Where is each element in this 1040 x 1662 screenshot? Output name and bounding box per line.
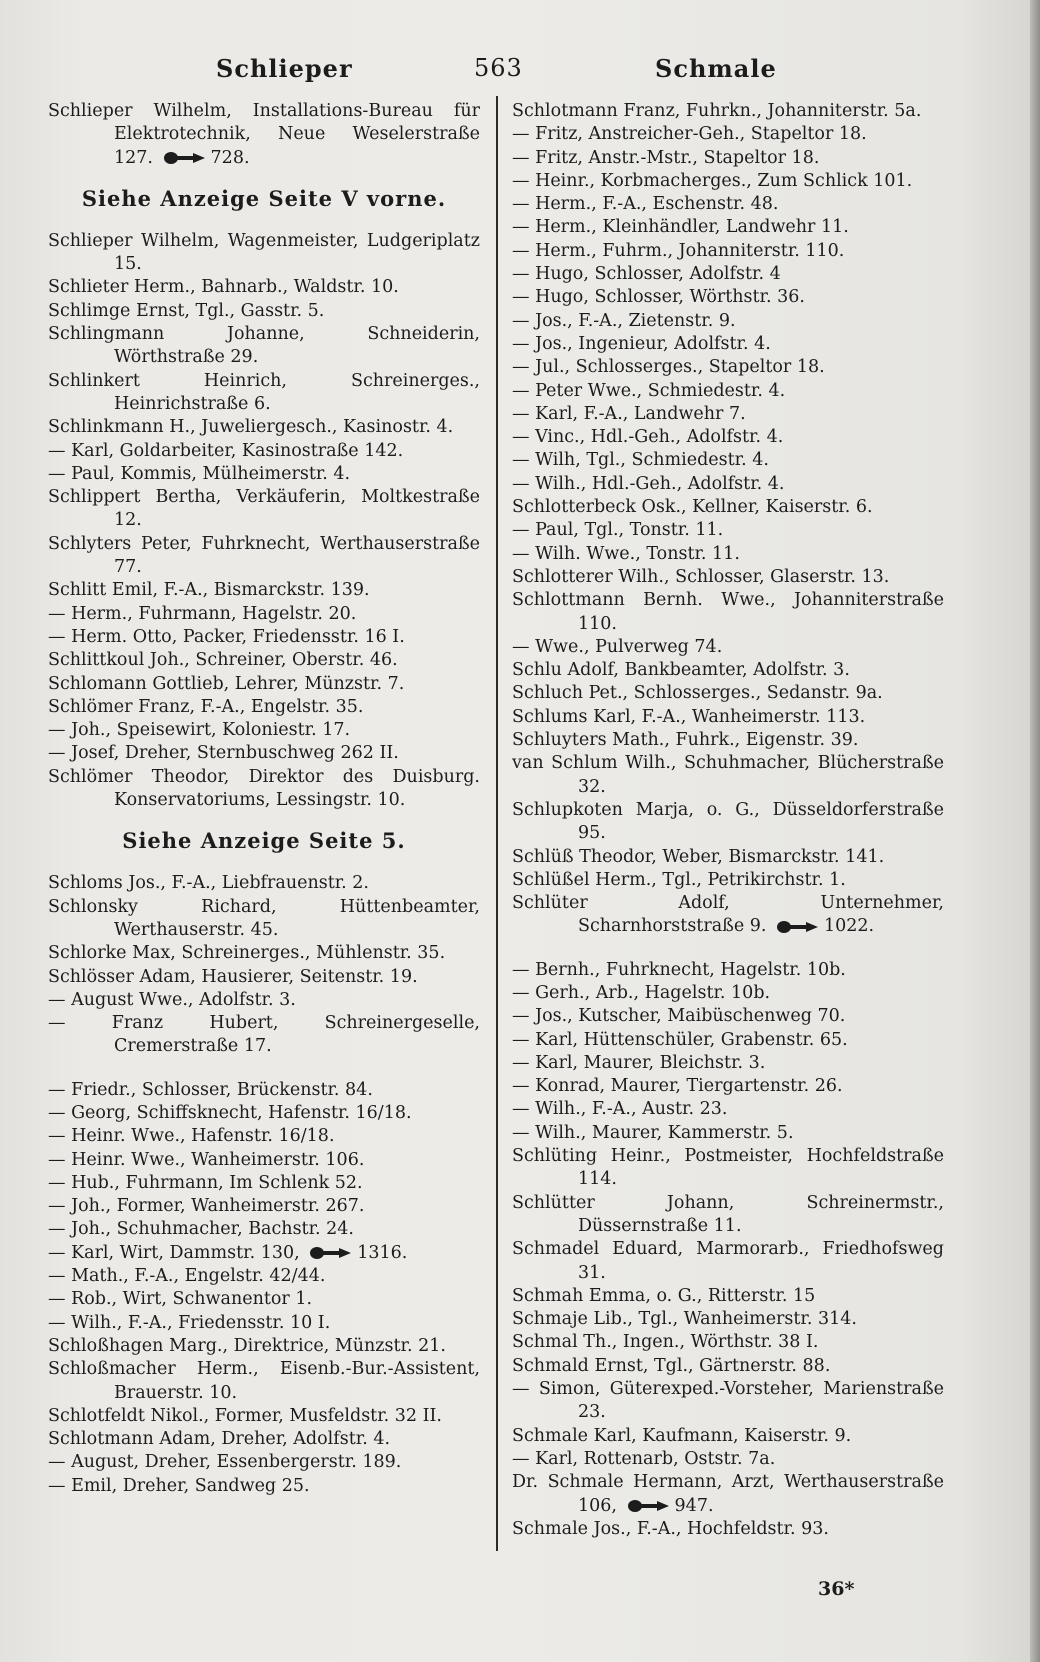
directory-entry [48, 1475, 480, 1498]
directory-entry [512, 589, 944, 636]
entry-text: — Fritz, Anstr.-Mstr., Stapeltor 18. [512, 147, 820, 168]
directory-entry [512, 193, 944, 216]
entry-text: — Joh., Schuhmacher, Bachstr. 24. [48, 1219, 354, 1240]
directory-entry [512, 799, 944, 846]
entry-text: — Heinr. Wwe., Hafenstr. 16/18. [48, 1126, 335, 1147]
directory-entry [512, 519, 944, 542]
directory-entry [48, 100, 480, 170]
entry-text: Schlotmann Franz, Fuhrkn., Johanniterstr. 5a. [512, 101, 922, 121]
directory-entry [512, 959, 944, 982]
entry-text: — Karl, Hüttenschüler, Grabenstr. 65. [512, 1029, 848, 1050]
entry-text: — Paul, Kommis, Mülheimerstr. 4. [48, 463, 351, 484]
entry-text: Schmale Jos., F.-A., Hochfeldstr. 93. [512, 1518, 829, 1539]
entry-text: — Vinc., Hdl.-Geh., Adolfstr. 4. [512, 427, 784, 448]
entry-text: Schlotterer Wilh., Schlosser, Glaserstr. 13. [512, 566, 890, 587]
entry-text: Schlüting Heinr., Postmeister, Hochfeldstraße 114. [512, 1146, 944, 1190]
directory-entry [512, 1098, 944, 1121]
entry-text: Schmale Karl, Kaufmann, Kaiserstr. 9. [512, 1425, 852, 1446]
directory-entry [48, 1312, 480, 1335]
header-left-keyword: Schlieper [216, 54, 353, 83]
entry-text: — Wilh., Maurer, Kammerstr. 5. [512, 1122, 794, 1143]
entry-text: Schlütter Johann, Schreinermstr., Düssernstraße 11. [512, 1192, 944, 1236]
telephone-icon [309, 1246, 353, 1260]
entry-text: — Paul, Tgl., Tonstr. 11. [512, 520, 724, 541]
directory-entry [48, 1195, 480, 1218]
directory-entry [512, 1285, 944, 1308]
entry-text: — Emil, Dreher, Sandweg 25. [48, 1475, 310, 1496]
entry-text: Schloßmacher Herm., Eisenb.-Bur.-Assistent, Brauerstr. 10. [48, 1359, 480, 1403]
directory-entry [512, 752, 944, 799]
entry-text: — Wilh, Tgl., Schmiedestr. 4. [512, 450, 769, 471]
directory-entry [512, 543, 944, 566]
directory-entry [48, 1405, 480, 1428]
entry-text: Schlotmann Adam, Dreher, Adolfstr. 4. [48, 1429, 391, 1450]
directory-entry [48, 1428, 480, 1451]
directory-entry [48, 1358, 480, 1405]
entry-text: Schlüß Theodor, Weber, Bismarckstr. 141. [512, 846, 885, 867]
entry-text: — Hugo, Schlosser, Adolfstr. 4 [512, 264, 781, 285]
directory-entry [48, 696, 480, 719]
entry-text: Schlomann Gottlieb, Lehrer, Münzstr. 7. [48, 673, 405, 694]
phone-number: 1316. [357, 1242, 408, 1263]
entry-text: — Simon, Güterexped.-Vorsteher, Marienstraße 23. [512, 1379, 944, 1423]
entry-text: Schlömer Theodor, Direktor des Duisburg. Konservatoriums, Lessingstr. 10. [48, 766, 480, 811]
directory-entry [512, 310, 944, 333]
directory-entry [512, 706, 944, 729]
directory-entry [512, 380, 944, 403]
entry-text: Schloßhagen Marg., Direktrice, Münzstr. 21. [48, 1335, 446, 1356]
directory-entry [512, 1075, 944, 1098]
signature-mark: 36* [818, 1578, 855, 1600]
directory-entry [512, 240, 944, 263]
directory-entry [512, 659, 944, 682]
directory-entry [512, 100, 944, 123]
entry-text: — Karl, Rottenarb, Oststr. 7a. [512, 1448, 776, 1469]
directory-entry [512, 982, 944, 1005]
directory-entry [512, 1355, 944, 1378]
entry-text: Schlömer Franz, F.-A., Engelstr. 35. [48, 696, 364, 717]
entry-text: Schlinkmann H., Juweliergesch., Kasinostr. 4. [48, 417, 454, 438]
advertisement-reference [48, 184, 480, 214]
directory-entry [512, 869, 944, 892]
entry-text: Schlüßel Herm., Tgl., Petrikirchstr. 1. [512, 869, 846, 890]
entry-text: Schlieper Wilhelm, Installations-Bureau für Elektrotechnik, Neue Weselerstraße 127. [48, 101, 480, 168]
directory-entry [48, 1149, 480, 1172]
directory-entry [512, 286, 944, 309]
directory-entry [48, 742, 480, 765]
entry-text: — Hub., Fuhrmann, Im Schlenk 52. [48, 1172, 363, 1193]
directory-entry [512, 426, 944, 449]
entry-text: — Herm. Otto, Packer, Friedensstr. 16 I. [48, 626, 405, 647]
directory-entry [512, 566, 944, 589]
directory-entry [512, 1448, 944, 1471]
entry-text: — Karl, Wirt, Dammstr. 130, [48, 1242, 300, 1263]
entry-text: — Jul., Schlosserges., Stapeltor 18. [512, 357, 825, 378]
entry-text: Schlorke Max, Schreinerges., Mühlenstr. 35. [48, 943, 446, 964]
phone-number: 947. [674, 1495, 714, 1516]
directory-entry [48, 1218, 480, 1241]
entry-text: Schluch Pet., Schlosserges., Sedanstr. 9a. [512, 683, 883, 704]
entry-text: Schlinkert Heinrich, Schreinerges., Heinrichstraße 6. [48, 370, 480, 414]
directory-entry [512, 356, 944, 379]
entry-text: — Jos., Ingenieur, Adolfstr. 4. [512, 333, 771, 354]
entry-text: Schlingmann Johanne, Schneiderin, Wörthstraße 29. [48, 324, 480, 368]
entry-text: Schlieper Wilhelm, Wagenmeister, Ludgeriplatz 15. [48, 230, 480, 275]
directory-entry [48, 719, 480, 742]
entry-text: Schloms Jos., F.-A., Liebfrauenstr. 2. [48, 873, 369, 894]
entry-text: — August, Dreher, Essenbergerstr. 189. [48, 1452, 402, 1473]
entry-text: Schmaje Lib., Tgl., Wanheimerstr. 314. [512, 1309, 857, 1330]
directory-entry [48, 533, 480, 580]
entry-text: — Herm., Kleinhändler, Landwehr 11. [512, 217, 849, 238]
directory-entry [512, 682, 944, 705]
directory-entry [48, 1451, 480, 1474]
directory-entry [48, 416, 480, 439]
directory-entry [512, 846, 944, 869]
directory-entry [512, 1005, 944, 1028]
directory-entry [512, 1331, 944, 1354]
directory-entry [512, 892, 944, 939]
entry-text: Schlu Adolf, Bankbeamter, Adolfstr. 3. [512, 660, 850, 681]
entry-text: Schlotterbeck Osk., Kellner, Kaiserstr. 6. [512, 497, 873, 518]
directory-entry [48, 486, 480, 533]
directory-entry [48, 440, 480, 463]
entry-text: — Herm., Fuhrmann, Hagelstr. 20. [48, 603, 357, 624]
entry-text: — Georg, Schiffsknecht, Hafenstr. 16/18. [48, 1102, 412, 1123]
entry-text: Schmald Ernst, Tgl., Gärtnerstr. 88. [512, 1355, 831, 1376]
directory-entry [48, 323, 480, 370]
directory-entry [512, 170, 944, 193]
directory-entry [48, 942, 480, 965]
entry-text: — Konrad, Maurer, Tiergartenstr. 26. [512, 1076, 843, 1097]
directory-entry [512, 1029, 944, 1052]
phone-number: 1022. [824, 916, 875, 937]
directory-entry [48, 1335, 480, 1358]
entry-text: Siehe Anzeige Seite V vorne. [81, 185, 447, 211]
entry-text: Schmadel Eduard, Marmorarb., Friedhofsweg 31. [512, 1239, 944, 1283]
telephone-icon [163, 151, 207, 165]
entry-text: Schlonsky Richard, Hüttenbeamter, Werthauserstr. 45. [48, 896, 480, 940]
directory-entry [48, 649, 480, 672]
entry-text: Schlitt Emil, F.-A., Bismarckstr. 139. [48, 580, 370, 601]
directory-entry [512, 1145, 944, 1192]
entry-text: Schlüter Adolf, Unternehmer, Scharnhorststraße 9. [512, 893, 944, 937]
entry-text: — Karl, Maurer, Bleichstr. 3. [512, 1052, 766, 1073]
directory-entry [512, 1122, 944, 1145]
telephone-icon [776, 920, 820, 934]
entry-text: — Heinr., Korbmacherges., Zum Schlick 101. [512, 170, 913, 191]
directory-entry [512, 1518, 944, 1541]
directory-entry [48, 370, 480, 417]
entry-text: Schlittkoul Joh., Schreiner, Oberstr. 46. [48, 650, 398, 671]
entry-text: Schlupkoten Marja, o. G., Düsseldorferstraße 95. [512, 799, 944, 844]
entry-text: — Hugo, Schlosser, Wörthstr. 36. [512, 287, 805, 308]
entry-text: — Gerh., Arb., Hagelstr. 10b. [512, 982, 771, 1003]
entry-text: Schlieter Herm., Bahnarb., Waldstr. 10. [48, 277, 399, 298]
entry-text: — Rob., Wirt, Schwanentor 1. [48, 1289, 313, 1310]
directory-entry [512, 1052, 944, 1075]
entry-text: Dr. Schmale Hermann, Arzt, Werthauserstraße 106, [512, 1472, 944, 1516]
entry-text: — Bernh., Fuhrknecht, Hagelstr. 10b. [512, 959, 846, 980]
entry-text: — Friedr., Schlosser, Brückenstr. 84. [48, 1079, 373, 1100]
entry-text: — Joh., Former, Wanheimerstr. 267. [48, 1196, 365, 1217]
directory-entry [48, 989, 480, 1012]
entry-text: — Math., F.-A., Engelstr. 42/44. [48, 1266, 326, 1287]
directory-entry [48, 1288, 480, 1311]
directory-entry [512, 449, 944, 472]
right-column [512, 100, 944, 1541]
entry-text: — Karl, Goldarbeiter, Kasinostraße 142. [48, 440, 404, 461]
entry-text: — Wilh., F.-A., Austr. 23. [512, 1099, 728, 1120]
directory-entry [48, 966, 480, 989]
directory-entry [48, 766, 480, 813]
column-divider [496, 96, 498, 1551]
directory-entry [512, 1378, 944, 1425]
entry-text: — Heinr. Wwe., Wanheimerstr. 106. [48, 1149, 365, 1170]
entry-text: — Jos., Kutscher, Maibüschenweg 70. [512, 1006, 846, 1027]
directory-entry [48, 1172, 480, 1195]
directory-entry [512, 1238, 944, 1285]
directory-entry [48, 1012, 480, 1059]
directory-entry [512, 636, 944, 659]
directory-entry [48, 463, 480, 486]
directory-entry [48, 579, 480, 602]
entry-text: Schluyters Math., Fuhrk., Eigenstr. 39. [512, 730, 859, 751]
directory-entry [512, 403, 944, 426]
entry-text: Schlippert Bertha, Verkäuferin, Moltkestraße 12. [48, 487, 480, 531]
directory-entry [512, 147, 944, 170]
entry-text: — Herm., F.-A., Eschenstr. 48. [512, 194, 779, 215]
page-edge [1030, 0, 1040, 1662]
spacer [48, 1059, 480, 1079]
directory-entry [512, 729, 944, 752]
directory-entry [512, 473, 944, 496]
phone-number: 728. [210, 147, 250, 168]
entry-text: — Herm., Fuhrm., Johanniterstr. 110. [512, 240, 845, 261]
page-number: 563 [474, 54, 523, 82]
left-column [48, 100, 480, 1498]
entry-text: Schlottmann Bernh. Wwe., Johanniterstraße 110. [512, 590, 944, 634]
entry-text: — Fritz, Anstreicher-Geh., Stapeltor 18. [512, 124, 867, 145]
spacer [512, 939, 944, 959]
entry-text: Schlums Karl, F.-A., Wanheimerstr. 113. [512, 706, 866, 727]
directory-entry [48, 896, 480, 943]
directory-entry [48, 1265, 480, 1288]
directory-entry [512, 216, 944, 239]
entry-text: Siehe Anzeige Seite 5. [122, 828, 406, 854]
advertisement-reference [48, 826, 480, 856]
entry-text: Schmal Th., Ingen., Wörthstr. 38 I. [512, 1332, 819, 1353]
entry-text: Schlyters Peter, Fuhrknecht, Werthauserstraße 77. [48, 533, 480, 578]
directory-entry [512, 263, 944, 286]
directory-entry [512, 1192, 944, 1239]
directory-entry [48, 300, 480, 323]
directory-entry [48, 603, 480, 626]
entry-text: — Karl, F.-A., Landwehr 7. [512, 403, 746, 424]
directory-entry [48, 1079, 480, 1102]
directory-entry [512, 1471, 944, 1518]
directory-entry [512, 496, 944, 519]
entry-text: — August Wwe., Adolfstr. 3. [48, 989, 296, 1010]
entry-text: — Wwe., Pulverweg 74. [512, 636, 723, 657]
directory-entry [512, 123, 944, 146]
directory-entry [512, 333, 944, 356]
entry-text: Schlösser Adam, Hausierer, Seitenstr. 19. [48, 966, 418, 987]
entry-text: Schlotfeldt Nikol., Former, Musfeldstr. 32 II. [48, 1405, 442, 1426]
directory-entry [48, 1125, 480, 1148]
entry-text: — Wilh., Hdl.-Geh., Adolfstr. 4. [512, 473, 785, 494]
directory-entry [48, 276, 480, 299]
directory-entry [48, 673, 480, 696]
entry-text: Schmah Emma, o. G., Ritterstr. 15 [512, 1285, 816, 1306]
directory-entry [48, 1102, 480, 1125]
entry-text: — Franz Hubert, Schreinergeselle, Cremerstraße 17. [48, 1013, 480, 1057]
directory-entry [48, 872, 480, 895]
entry-text: — Wilh., F.-A., Friedensstr. 10 I. [48, 1312, 331, 1333]
telephone-icon [627, 1499, 671, 1513]
entry-text: — Wilh. Wwe., Tonstr. 11. [512, 543, 740, 564]
entry-text: Schlimge Ernst, Tgl., Gasstr. 5. [48, 300, 325, 321]
entry-text: — Joh., Speisewirt, Koloniestr. 17. [48, 720, 351, 741]
entry-text: van Schlum Wilh., Schuhmacher, Blücherstraße 32. [512, 753, 944, 797]
entry-text: — Josef, Dreher, Sternbuschweg 262 II. [48, 743, 399, 764]
directory-entry [48, 626, 480, 649]
directory-entry [48, 1242, 480, 1265]
entry-text: — Jos., F.-A., Zietenstr. 9. [512, 310, 736, 331]
header-right-keyword: Schmale [655, 54, 777, 83]
directory-entry [48, 230, 480, 277]
directory-entry [512, 1308, 944, 1331]
directory-entry [512, 1425, 944, 1448]
entry-text: — Peter Wwe., Schmiedestr. 4. [512, 380, 786, 401]
